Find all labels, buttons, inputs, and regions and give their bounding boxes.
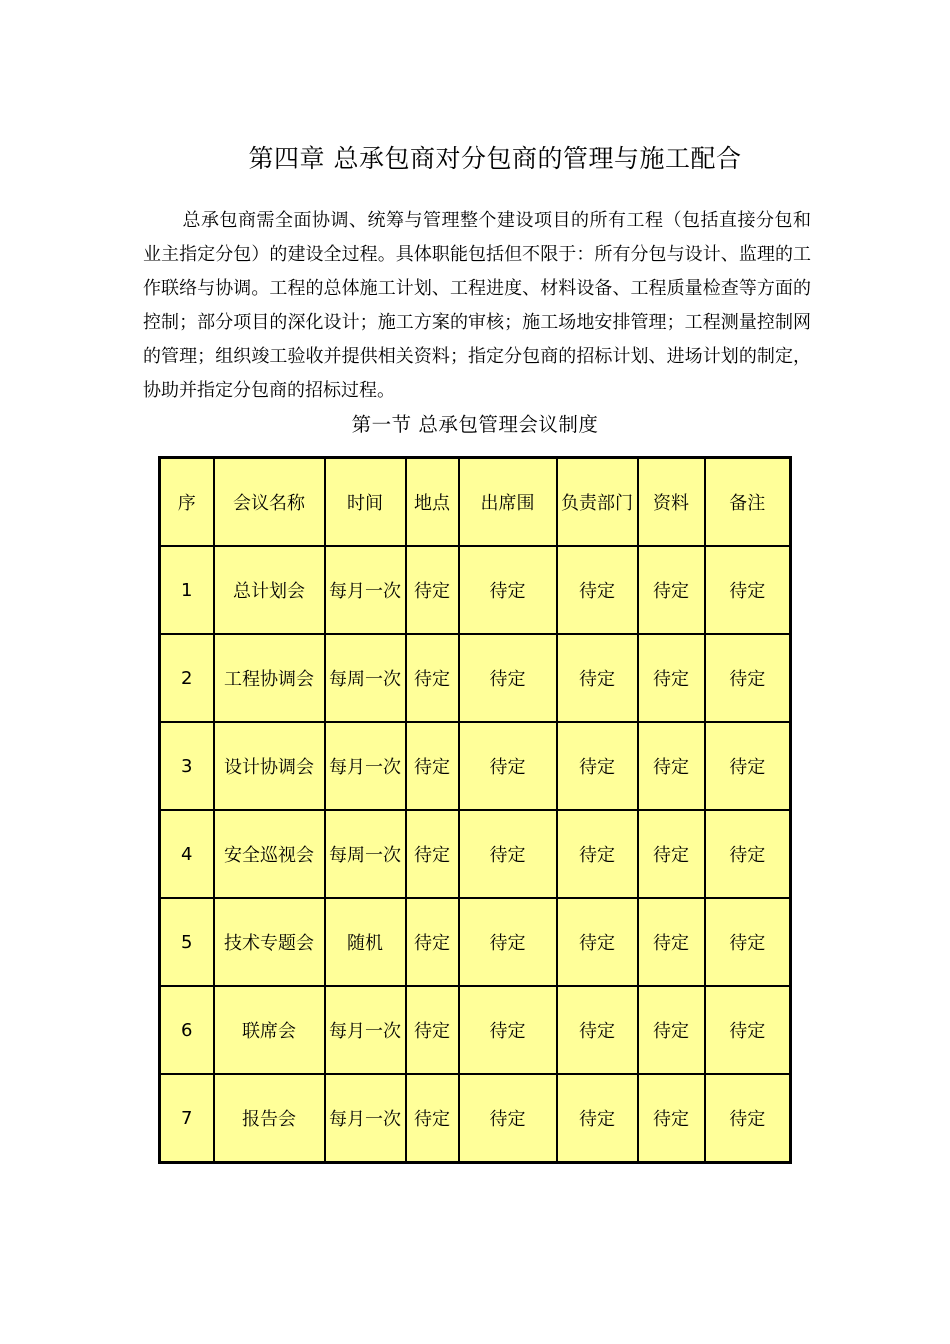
cell-remarks: 待定	[705, 546, 791, 634]
cell-attendees: 待定	[459, 810, 557, 898]
table-row	[160, 546, 791, 634]
table-row	[160, 1074, 791, 1163]
cell-location: 待定	[406, 1074, 459, 1163]
cell-location: 待定	[406, 986, 459, 1074]
header-time: 时间	[325, 458, 406, 547]
header-meeting-name: 会议名称	[214, 458, 325, 547]
cell-seq: 6	[160, 986, 214, 1074]
cell-materials: 待定	[638, 1074, 705, 1163]
cell-attendees: 待定	[459, 722, 557, 810]
cell-department: 待定	[557, 898, 638, 986]
cell-department: 待定	[557, 810, 638, 898]
cell-remarks: 待定	[705, 898, 791, 986]
cell-materials: 待定	[638, 898, 705, 986]
cell-remarks: 待定	[705, 810, 791, 898]
cell-department: 待定	[557, 634, 638, 722]
cell-meeting-name: 联席会	[214, 986, 325, 1074]
cell-location: 待定	[406, 634, 459, 722]
cell-time: 每周一次	[325, 810, 406, 898]
header-materials: 资料	[638, 458, 705, 547]
cell-location: 待定	[406, 722, 459, 810]
cell-department: 待定	[557, 1074, 638, 1163]
section-title: 第一节 总承包管理会议制度	[351, 413, 599, 436]
cell-attendees: 待定	[459, 546, 557, 634]
table-row	[160, 986, 791, 1074]
table-row	[160, 634, 791, 722]
cell-meeting-name: 技术专题会	[214, 898, 325, 986]
cell-materials: 待定	[638, 634, 705, 722]
cell-seq: 3	[160, 722, 214, 810]
cell-location: 待定	[406, 546, 459, 634]
header-remarks: 备注	[705, 458, 791, 547]
cell-meeting-name: 报告会	[214, 1074, 325, 1163]
table-row	[160, 810, 791, 898]
table-row	[160, 722, 791, 810]
cell-time: 每月一次	[325, 986, 406, 1074]
cell-meeting-name: 设计协调会	[214, 722, 325, 810]
cell-attendees: 待定	[459, 986, 557, 1074]
cell-remarks: 待定	[705, 1074, 791, 1163]
table-header-row	[160, 458, 791, 547]
intro-paragraph	[143, 204, 811, 408]
cell-department: 待定	[557, 546, 638, 634]
cell-seq: 4	[160, 810, 214, 898]
cell-meeting-name: 安全巡视会	[214, 810, 325, 898]
cell-materials: 待定	[638, 986, 705, 1074]
intro-paragraph-text: 总承包商需全面协调、统筹与管理整个建设项目的所有工程（包括直接分包和业主指定分包）的建设全过程。具体职能包括但不限于：所有分包与设计、监理的工作联络与协调。工程的总体施工计划、工程进度、材料设备、工程质量检查等方面的控制；部分项目的深化设计；施工方案的审核；施工场地安排管理；工程测量控制网的管理；组织竣工验收并提供相关资料；指定分包商的招标计划、进场计划的制定，协助并指定分包商的招标过程。	[143, 210, 811, 401]
cell-time: 每月一次	[325, 1074, 406, 1163]
cell-time: 随机	[325, 898, 406, 986]
cell-department: 待定	[557, 722, 638, 810]
cell-seq: 5	[160, 898, 214, 986]
cell-location: 待定	[406, 810, 459, 898]
cell-time: 每周一次	[325, 634, 406, 722]
cell-remarks: 待定	[705, 634, 791, 722]
header-attendees: 出席围	[459, 458, 557, 547]
header-seq: 序	[160, 458, 214, 547]
cell-seq: 2	[160, 634, 214, 722]
cell-attendees: 待定	[459, 1074, 557, 1163]
cell-meeting-name: 工程协调会	[214, 634, 325, 722]
cell-remarks: 待定	[705, 722, 791, 810]
header-department: 负责部门	[557, 458, 638, 547]
cell-materials: 待定	[638, 546, 705, 634]
cell-location: 待定	[406, 898, 459, 986]
cell-attendees: 待定	[459, 634, 557, 722]
cell-time: 每月一次	[325, 546, 406, 634]
cell-materials: 待定	[638, 722, 705, 810]
meeting-schedule-table	[158, 456, 792, 1164]
cell-time: 每月一次	[325, 722, 406, 810]
chapter-title: 第四章 总承包商对分包商的管理与施工配合	[248, 144, 742, 173]
cell-meeting-name: 总计划会	[214, 546, 325, 634]
cell-department: 待定	[557, 986, 638, 1074]
table-row	[160, 898, 791, 986]
cell-seq: 1	[160, 546, 214, 634]
cell-remarks: 待定	[705, 986, 791, 1074]
cell-materials: 待定	[638, 810, 705, 898]
cell-attendees: 待定	[459, 898, 557, 986]
header-location: 地点	[406, 458, 459, 547]
cell-seq: 7	[160, 1074, 214, 1163]
